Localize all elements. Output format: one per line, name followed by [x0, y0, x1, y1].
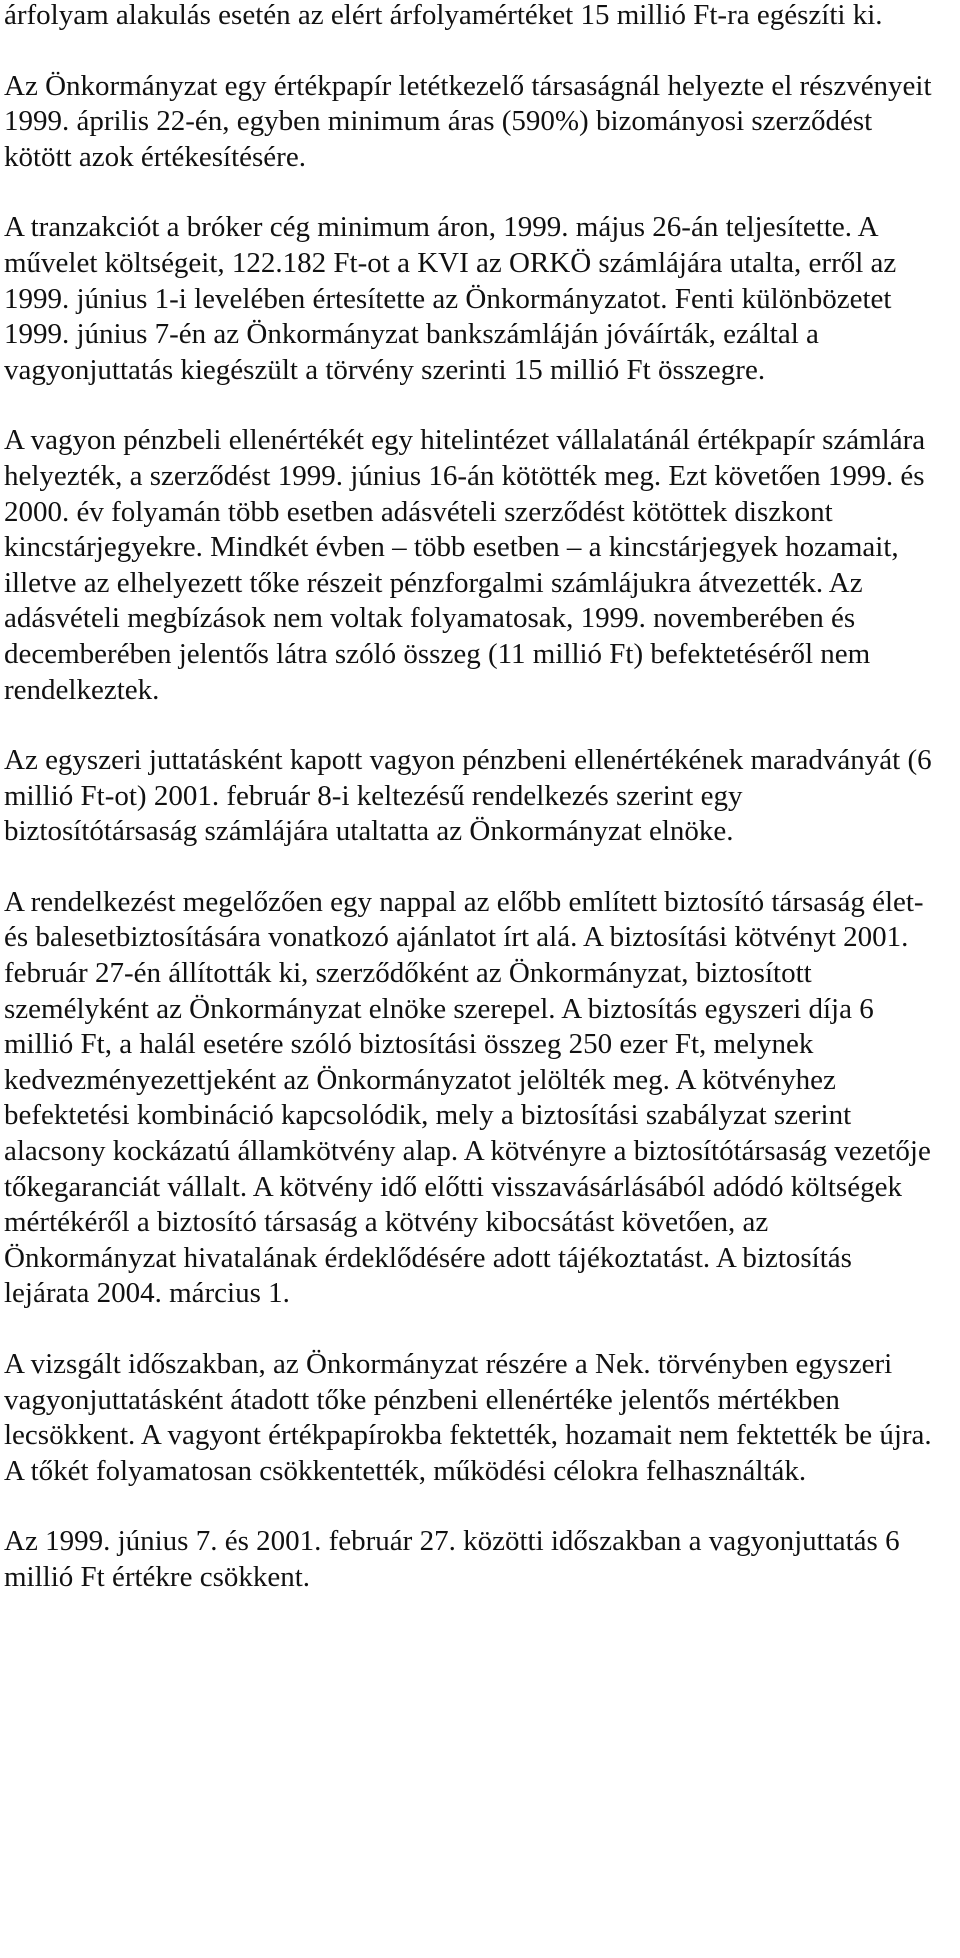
paragraph-gap — [4, 175, 942, 210]
paragraph-gap — [4, 34, 942, 69]
paragraph-4: A vagyon pénzbeli ellenértékét egy hitelintézet vállalatánál értékpapír számlára helyezték, a szerződést 1999. június 16-án kötötték meg. Ezt követően 1999. és 2000. év folyamán több esetben adásvételi szerződést kötöttek diszkont kincstárjegyekre. Mindkét évben – több esetben – a kincstárjegyek hozamait, illetve az elhelyezett tőke részeit pénzforgalmi számlájukra átvezették. Az adásvételi megbízások nem voltak folyamatosak, 1999. novemberében és decemberében jelentős látra szóló összeg (11 millió Ft) befektetéséről nem rendelkeztek. — [4, 424, 926, 706]
paragraph-gap — [4, 1489, 942, 1524]
paragraph-5: Az egyszeri juttatásként kapott vagyon pénzbeni ellenértékének maradványát (6 millió Ft-ot) 2001. február 8-i keltezésű rendelkezés szerint egy biztosítótársaság számlájára utaltatta az Önkormányzat elnöke. — [4, 744, 932, 848]
paragraph-gap — [4, 388, 942, 423]
paragraph-1: árfolyam alakulás esetén az elért árfolyamértéket 15 millió Ft-ra egészíti ki. — [4, 0, 883, 31]
paragraph-2: Az Önkormányzat egy értékpapír letétkezelő társaságnál helyezte el részvényeit 1999. április 22-én, egyben minimum áras (590%) bizományosi szerződést kötött azok értékesítésére. — [4, 69, 932, 173]
paragraph-gap — [4, 708, 942, 743]
paragraph-8: Az 1999. június 7. és 2001. február 27. közötti időszakban a vagyonjuttatás 6 millió Ft értékre csökkent. — [4, 1525, 900, 1593]
paragraph-gap — [4, 1312, 942, 1347]
paragraph-7: A vizsgált időszakban, az Önkormányzat részére a Nek. törvényben egyszeri vagyonjuttatásként átadott tőke pénzbeni ellenértéke jelentős mértékben lecsökkent. A vagyont értékpapírokba fektették, hozamait nem fektették be újra. A tőkét folyamatosan csökkentették, működési célokra felhasználták. — [4, 1348, 932, 1487]
paragraph-gap — [4, 850, 942, 885]
paragraph-3: A tranzakciót a bróker cég minimum áron, 1999. május 26-án teljesítette. A művelet költségeit, 122.182 Ft-ot a KVI az ORKÖ számlájára utalta, erről az 1999. június 1-i levelében értesítette az Önkormányzatot. Fenti különbözetet 1999. június 7-én az Önkormányzat bankszámláján jóváírták, ezáltal a vagyonjuttatás kiegészült a törvény szerinti 15 millió Ft összegre. — [4, 211, 897, 386]
paragraph-6: A rendelkezést megelőzően egy nappal az előbb említett biztosító társaság élet- és balesetbiztosítására vonatkozó ajánlatot írt alá. A biztosítási kötvényt 2001. február 27-én állították ki, szerződőként az Önkormányzat, biztosított személyként az Önkormányzat elnöke szerepel. A biztosítás egyszeri díja 6 millió Ft, a halál esetére szóló biztosítási összeg 250 ezer Ft, melynek kedvezményezettjeként az Önkormányzatot jelölték meg. A kötvényhez befektetési kombináció kapcsolódik, mely a biztosítási szabályzat szerint alacsony kockázatú államkötvény alap. A kötvényre a biztosítótársaság vezetője tőkegaranciát vállalt. A kötvény idő előtti visszavásárlásából adódó költségek mértékéről a biztosító társaság a kötvény kibocsátást követően, az Önkormányzat hivatalának érdeklődésére adott tájékoztatást. A biztosítás lejárata 2004. március 1. — [4, 885, 931, 1310]
